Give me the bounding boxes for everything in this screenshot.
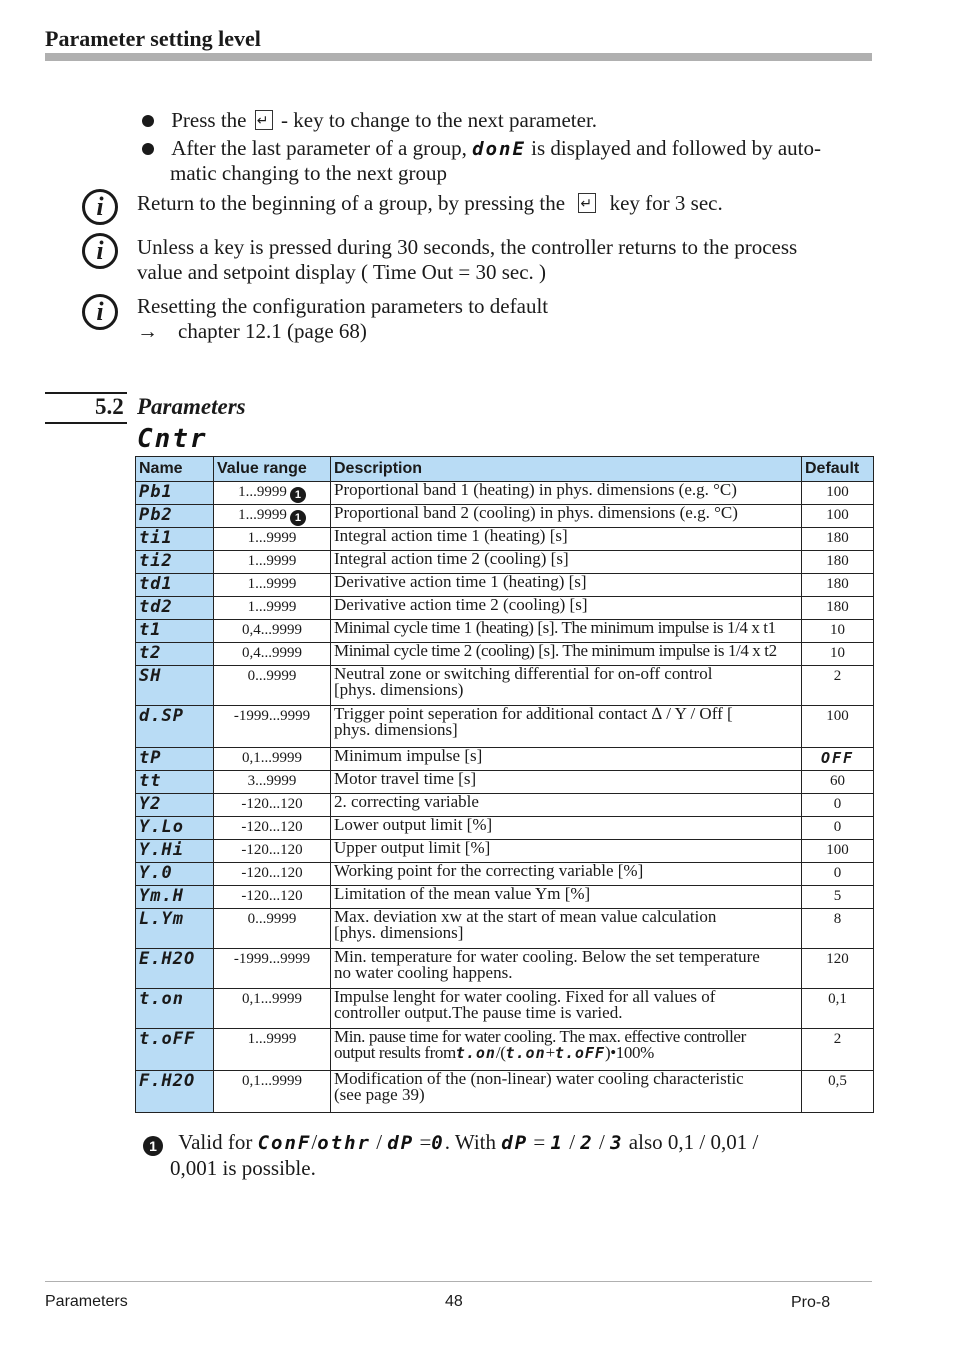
description-cell (331, 643, 802, 666)
footnote-text: . With (444, 1130, 497, 1154)
table-row (136, 574, 874, 597)
value-range-cell (214, 620, 331, 643)
arrow-icon: → (137, 319, 158, 343)
param-name: L.Ym (136, 909, 214, 949)
table-row (136, 597, 874, 620)
parameters-table (135, 456, 874, 1113)
bullet-text: - key to change to the next parameter. (281, 108, 598, 132)
description-cell (331, 794, 802, 817)
segment-display-code: dP (387, 1132, 415, 1154)
default-value: 100 (802, 505, 874, 528)
footer-product-label: Pro-8 (791, 1294, 831, 1311)
footnote-text: = (419, 1130, 432, 1154)
value-range: 0,1...9999 (242, 750, 302, 766)
default-value: 8 (802, 909, 874, 949)
value-range: 0,1...9999 (242, 991, 302, 1007)
note-line: value and setpoint display ( Time Out = 30 sec. ) (137, 260, 547, 284)
footnote-text: = (533, 1130, 546, 1154)
param-name: td2 (136, 597, 214, 620)
description-cell (331, 666, 802, 706)
param-name: E.H2O (136, 949, 214, 989)
value-range-cell (214, 863, 331, 886)
description-line2: phys. dimensions] (334, 720, 458, 739)
footnote-text: also 0,1 / 0,01 / (628, 1130, 759, 1154)
description-cell (331, 574, 802, 597)
param-name: t1 (136, 620, 214, 643)
footnote-text: Valid for (178, 1130, 253, 1154)
value-range-cell (214, 505, 331, 528)
param-name: SH (136, 666, 214, 706)
col-header-range: Value range (214, 457, 331, 482)
bullet-item (142, 108, 597, 132)
description: 2. correcting variable (334, 792, 479, 811)
param-name: Ym.H (136, 886, 214, 909)
description-line2: controller output.The pause time is varied. (334, 1003, 623, 1022)
table-row (136, 528, 874, 551)
description: Minimal cycle time 2 (cooling) [s]. The minimum impulse is 1/4 x t2 (334, 641, 777, 660)
param-name: Y.Lo (136, 817, 214, 840)
value-range-cell (214, 1071, 331, 1113)
description: Upper output limit [%] (334, 838, 491, 857)
value-range-cell (214, 643, 331, 666)
param-name: td1 (136, 574, 214, 597)
description-line2: no water cooling happens. (334, 963, 513, 982)
value-range: -120...120 (241, 888, 303, 904)
default-value: 0 (802, 794, 874, 817)
default-value: 180 (802, 551, 874, 574)
description: Derivative action time 2 (cooling) [s] (334, 595, 588, 614)
description: Working point for the correcting variable [%] (334, 861, 644, 880)
value-range: 1...9999 (247, 553, 297, 569)
param-name: F.H2O (136, 1071, 214, 1113)
description-cell (331, 989, 802, 1029)
footnote-text: / (376, 1130, 383, 1154)
table-row (136, 482, 874, 505)
value-range-cell (214, 597, 331, 620)
description: Proportional band 1 (heating) in phys. dimensions (e.g. °C) (334, 480, 737, 499)
bullet-text: is displayed and followed by auto- (531, 136, 821, 160)
value-range-cell (214, 482, 331, 505)
table-row (136, 817, 874, 840)
header-rule (45, 53, 872, 61)
value-range: 0,1...9999 (242, 1073, 302, 1089)
col-header-name: Name (136, 457, 214, 482)
value-range-cell (214, 771, 331, 794)
footnote-marker-icon: 1 (143, 1136, 163, 1156)
description-text: + (545, 1043, 555, 1062)
param-name: Y.0 (136, 863, 214, 886)
default-value: 2 (802, 666, 874, 706)
table-row (136, 706, 874, 748)
default-value: 5 (802, 886, 874, 909)
default-value: OFF (802, 748, 874, 771)
table-row (136, 643, 874, 666)
note-line: Resetting the configuration parameters to default (137, 294, 549, 318)
description: Min. pause time for water cooling. The max. effective controller (334, 1027, 746, 1046)
description: Max. deviation xw at the start of mean value calculation (334, 907, 717, 926)
col-header-description: Description (331, 457, 802, 482)
description-cell (331, 1071, 802, 1113)
note-text-part: key for 3 sec. (609, 191, 723, 215)
default-value: 0,1 (802, 989, 874, 1029)
table-row (136, 886, 874, 909)
description-line2: [phys. dimensions) (334, 680, 464, 699)
default-value: 60 (802, 771, 874, 794)
param-name: Y2 (136, 794, 214, 817)
note-text (137, 235, 797, 285)
value-range-cell (214, 1029, 331, 1071)
description-cell (331, 1029, 802, 1071)
param-name: ti2 (136, 551, 214, 574)
note-text (137, 294, 548, 344)
description: Impulse lenght for water cooling. Fixed for all values of (334, 987, 716, 1006)
segment-display-code: 2 (580, 1132, 594, 1154)
value-range-cell (214, 886, 331, 909)
default-value: 120 (802, 949, 874, 989)
description-line2: [phys. dimensions] (334, 923, 464, 942)
value-range-cell (214, 949, 331, 989)
segment-display-code: othr (317, 1132, 371, 1154)
description-cell (331, 817, 802, 840)
description: Motor travel time [s] (334, 769, 477, 788)
page-number: 48 (445, 1293, 463, 1310)
enter-key-icon (578, 193, 596, 213)
value-range-cell (214, 551, 331, 574)
table-row (136, 794, 874, 817)
description: Integral action time 2 (cooling) [s] (334, 549, 569, 568)
enter-key-icon (255, 110, 273, 130)
section-number: 5.2 (95, 394, 124, 419)
note-text (137, 191, 723, 216)
param-name: Pb2 (136, 505, 214, 528)
default-value: 100 (802, 482, 874, 505)
bullet-text-line2: matic changing to the next group (170, 161, 448, 185)
value-range-cell (214, 528, 331, 551)
table-row (136, 666, 874, 706)
default-value: 100 (802, 706, 874, 748)
default-value: 10 (802, 643, 874, 666)
table-row (136, 505, 874, 528)
description: Lower output limit [%] (334, 815, 493, 834)
section-rule-bottom (45, 422, 127, 424)
value-range: 1...9999 (238, 484, 287, 500)
segment-display-code: t.on (455, 1044, 496, 1062)
value-range: 3...9999 (247, 773, 297, 789)
param-name: d.SP (136, 706, 214, 748)
table-row (136, 748, 874, 771)
footer-rule (45, 1281, 872, 1282)
description: Derivative action time 1 (heating) [s] (334, 572, 587, 591)
section-title: Parameters (137, 394, 246, 419)
description: Minimal cycle time 1 (heating) [s]. The minimum impulse is 1/4 x t1 (334, 618, 776, 637)
value-range-cell (214, 840, 331, 863)
value-range: 1...9999 (238, 507, 287, 523)
description-cell (331, 909, 802, 949)
description: Limitation of the mean value Ym [%] (334, 884, 591, 903)
param-name: tt (136, 771, 214, 794)
value-range: -1999...9999 (233, 951, 311, 967)
value-range: -120...120 (241, 796, 303, 812)
bullet-dot-icon (142, 115, 154, 127)
table-row (136, 620, 874, 643)
footnote-marker-icon: 1 (290, 487, 306, 503)
value-range-cell (214, 909, 331, 949)
value-range: -120...120 (241, 819, 303, 835)
description-text: )•100% (604, 1043, 654, 1062)
bullet-item (142, 136, 872, 185)
col-header-default: Default (802, 457, 874, 482)
description-cell (331, 840, 802, 863)
param-name: t.oFF (136, 1029, 214, 1071)
param-name: tP (136, 748, 214, 771)
value-range-cell (214, 666, 331, 706)
segment-display-code: ConF (257, 1132, 312, 1154)
segment-display-code: t.on (505, 1044, 546, 1062)
value-range-cell (214, 706, 331, 748)
description-cell (331, 886, 802, 909)
value-range: -1999...9999 (233, 708, 311, 724)
description: Neutral zone or switching differential for on-off control (334, 664, 713, 683)
segment-display-code: 0 (431, 1132, 445, 1154)
default-value: 180 (802, 574, 874, 597)
default-value: 180 (802, 597, 874, 620)
description-line2: (see page 39) (334, 1085, 425, 1104)
value-range: 0...9999 (247, 911, 297, 927)
description-cell (331, 863, 802, 886)
description-cell (331, 706, 802, 748)
info-icon: i (82, 233, 118, 269)
table-row (136, 551, 874, 574)
value-range-cell (214, 794, 331, 817)
description: Minimum impulse [s] (334, 746, 483, 765)
footnote-text: / (311, 1130, 318, 1154)
footnote-text: / (569, 1130, 576, 1154)
footnote-marker-icon: 1 (290, 510, 306, 526)
description-cell (331, 482, 802, 505)
segment-display-code: 1 (550, 1132, 564, 1154)
description-cell (331, 551, 802, 574)
default-value: 10 (802, 620, 874, 643)
description: Modification of the (non-linear) water cooling characteristic (334, 1069, 744, 1088)
value-range: 1...9999 (247, 530, 297, 546)
description-text: output results from (334, 1043, 456, 1062)
param-name: t.on (136, 989, 214, 1029)
note-text-part: Return to the beginning of a group, by pressing the (137, 191, 566, 215)
value-range: 0,4...9999 (242, 645, 302, 661)
description: Min. temperature for water cooling. Below the set temperature (334, 947, 760, 966)
table-row (136, 771, 874, 794)
default-value: 0 (802, 863, 874, 886)
value-range-cell (214, 574, 331, 597)
table-row (136, 989, 874, 1029)
segment-display-code: 3 (610, 1132, 624, 1154)
default-value: 180 (802, 528, 874, 551)
default-value: 0 (802, 817, 874, 840)
segment-display-code: t.oFF (554, 1044, 605, 1062)
table-row (136, 909, 874, 949)
table-row (136, 840, 874, 863)
value-range: -120...120 (241, 865, 303, 881)
description-cell (331, 597, 802, 620)
footnote-text-line2: 0,001 is possible. (170, 1156, 316, 1180)
value-range-cell (214, 817, 331, 840)
bullet-dot-icon (142, 143, 154, 155)
description-cell (331, 949, 802, 989)
description-line2 (334, 1045, 798, 1061)
value-range: 1...9999 (247, 599, 297, 615)
group-code: Cntr (137, 424, 208, 454)
value-range: 0,4...9999 (242, 622, 302, 638)
description-cell (331, 505, 802, 528)
bullet-text: Press the (171, 108, 247, 132)
footer-section-label: Parameters (45, 1293, 128, 1310)
value-range: 1...9999 (247, 576, 297, 592)
default-value: 0,5 (802, 1071, 874, 1113)
table-row (136, 863, 874, 886)
value-range-cell (214, 989, 331, 1029)
description-text: /( (495, 1043, 506, 1062)
chapter-reference: chapter 12.1 (page 68) (178, 319, 367, 343)
info-icon: i (82, 189, 118, 225)
description-cell (331, 620, 802, 643)
description: Trigger point seperation for additional contact ∆ / Y / Off [ (334, 704, 733, 723)
table-row (136, 1071, 874, 1113)
param-name: ti1 (136, 528, 214, 551)
value-range: -120...120 (241, 842, 303, 858)
table-header-row (136, 457, 874, 482)
page-header-title: Parameter setting level (45, 26, 261, 51)
description-cell (331, 771, 802, 794)
value-range: 1...9999 (247, 1031, 297, 1047)
footnote-text: / (599, 1130, 605, 1154)
param-name: Y.Hi (136, 840, 214, 863)
bullet-text: After the last parameter of a group, (171, 136, 467, 160)
info-icon: i (82, 294, 118, 330)
footnote (140, 1130, 840, 1181)
param-name: Pb1 (136, 482, 214, 505)
description-cell (331, 528, 802, 551)
description-cell (331, 748, 802, 771)
description: Integral action time 1 (heating) [s] (334, 526, 568, 545)
segment-display-code: donE (472, 138, 526, 160)
segment-display-code: dP (501, 1132, 529, 1154)
default-value: 100 (802, 840, 874, 863)
default-value: 2 (802, 1029, 874, 1071)
description: Proportional band 2 (cooling) in phys. dimensions (e.g. °C) (334, 503, 738, 522)
table-row (136, 949, 874, 989)
table-row (136, 1029, 874, 1071)
value-range: 0...9999 (247, 668, 297, 684)
note-line: Unless a key is pressed during 30 seconds, the controller returns to the process (137, 235, 798, 259)
value-range-cell (214, 748, 331, 771)
param-name: t2 (136, 643, 214, 666)
